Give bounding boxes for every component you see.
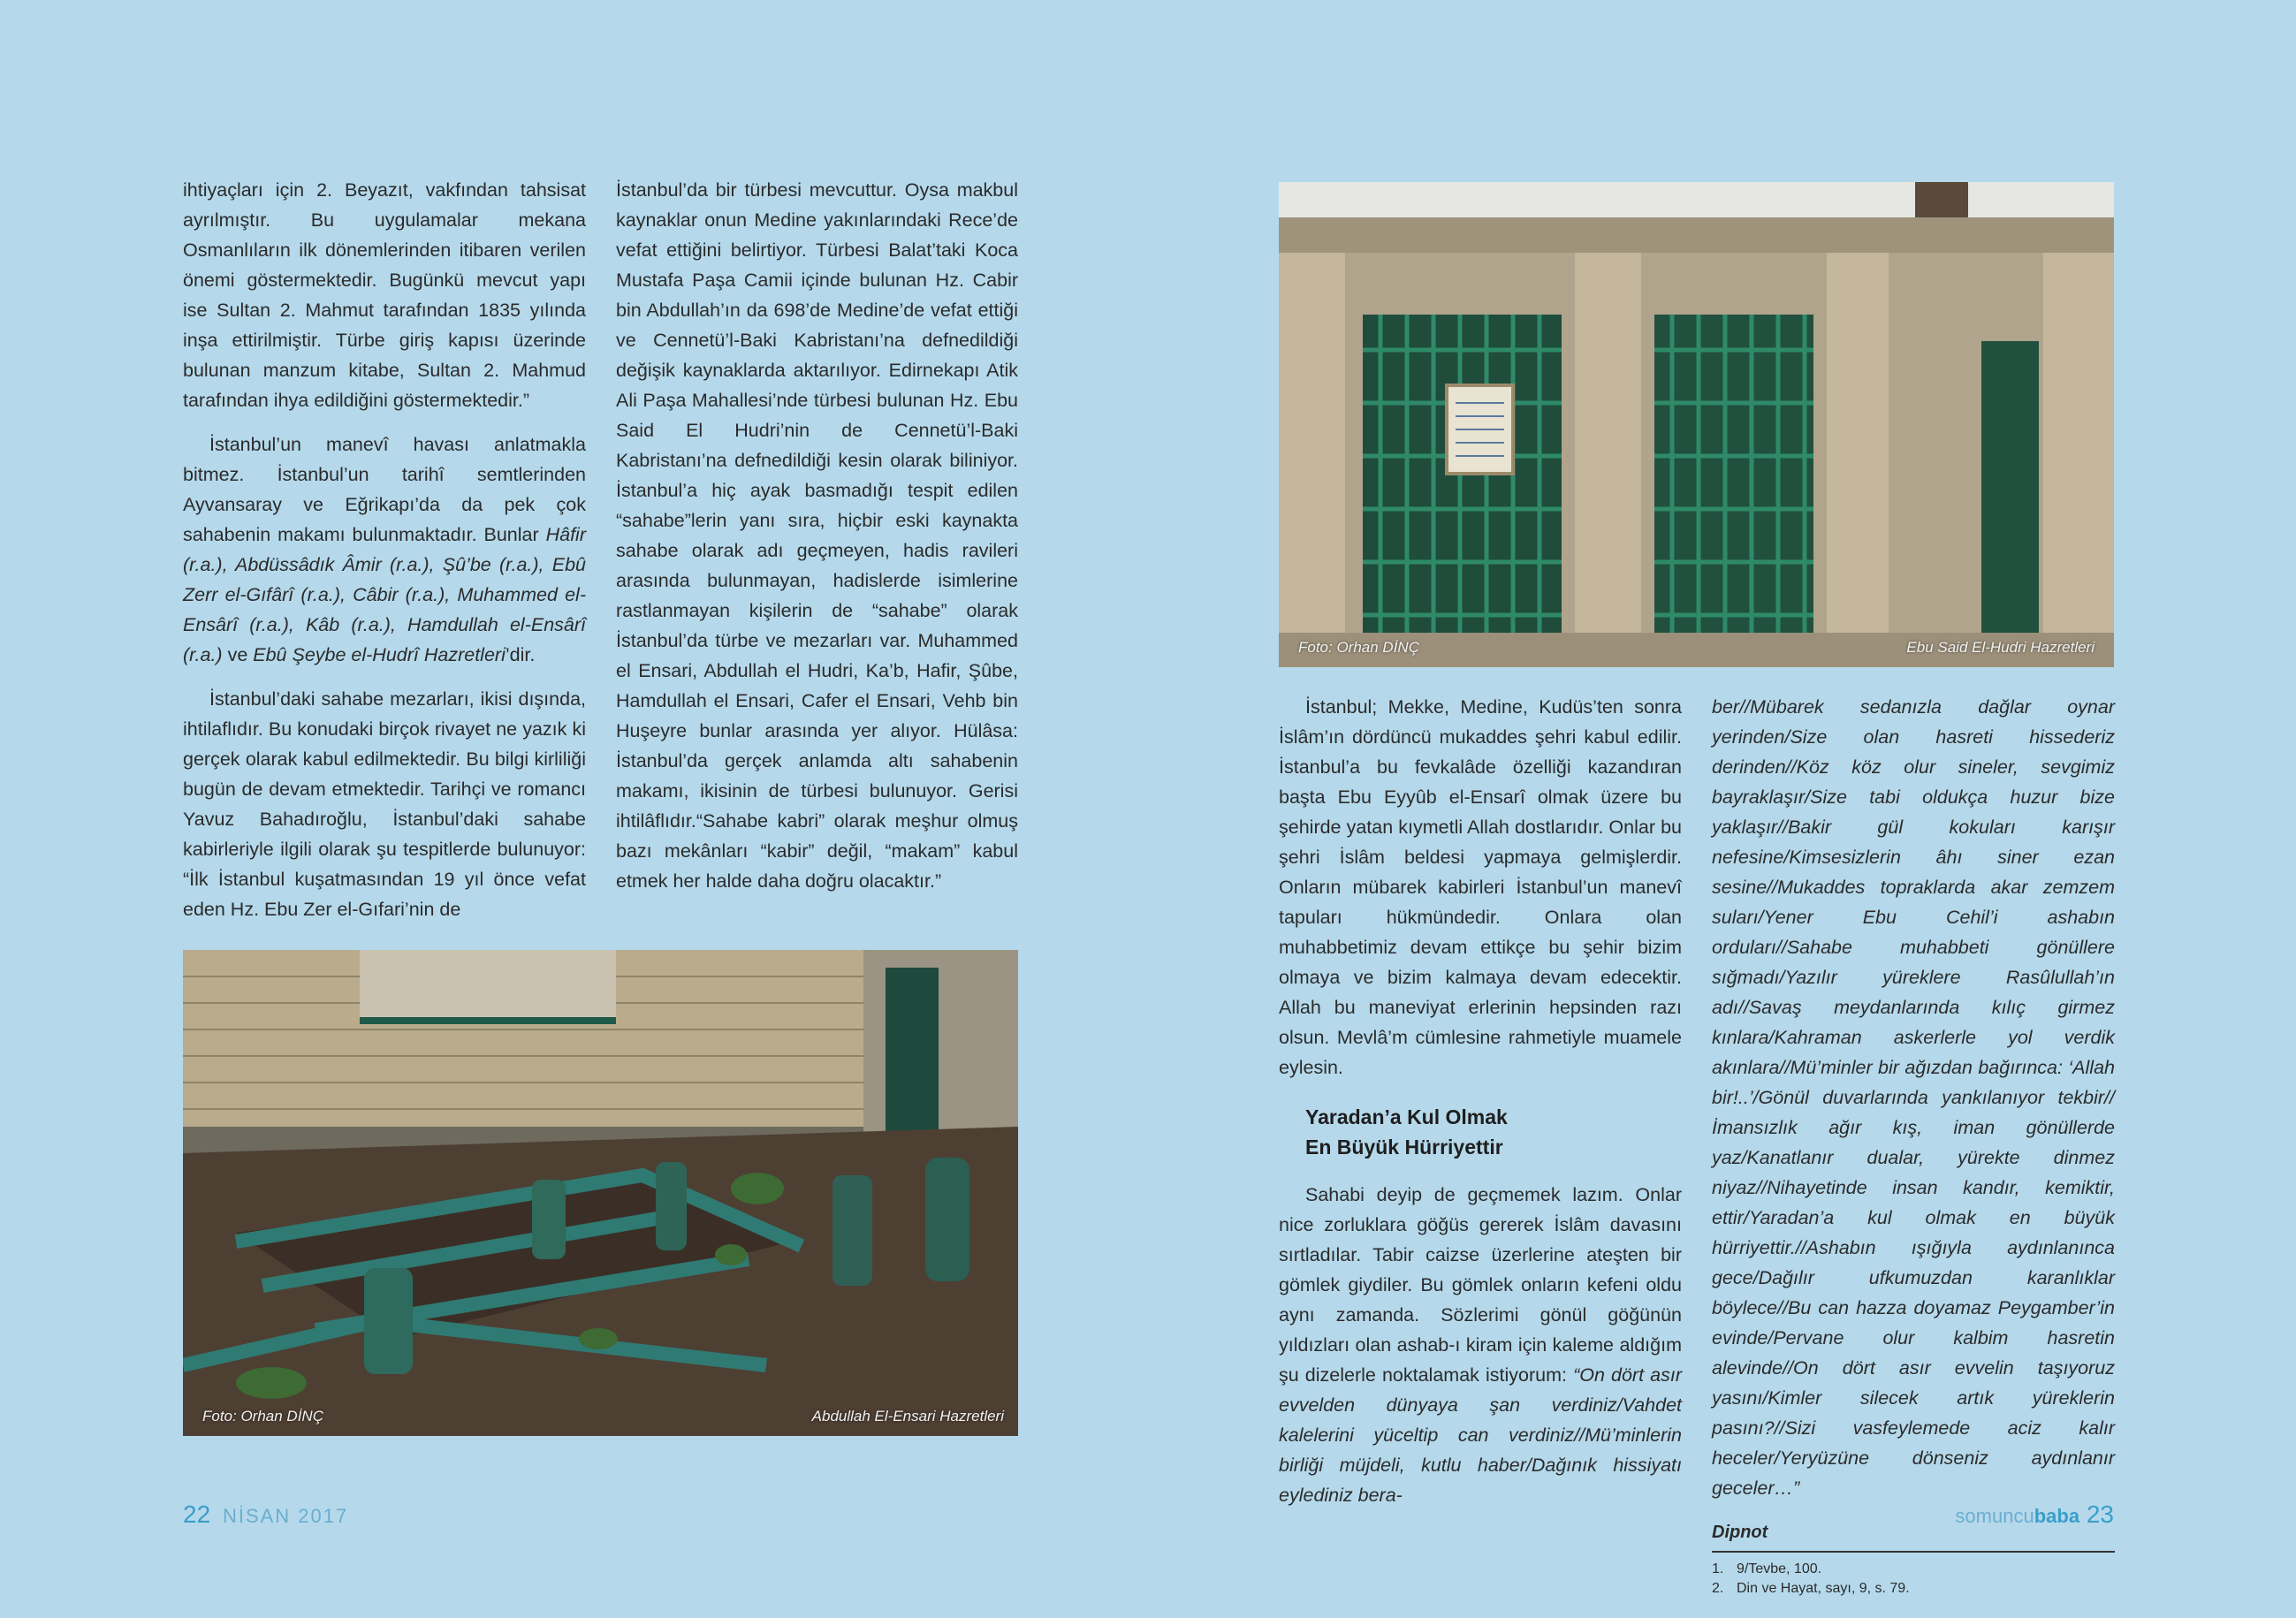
right-column-1 <box>1279 692 1682 1524</box>
footnotes-title: Dipnot <box>1712 1523 1768 1542</box>
page-number: 22 <box>183 1500 211 1528</box>
section-heading-line1: Yaradan’a Kul Olmak <box>1305 1105 1508 1128</box>
paragraph: İstanbul; Mekke, Medine, Kudüs’ten sonra İslâm’ın dördüncü mukaddes şehri kabul edilir. İstanbul’a bu fevkalâde özelliği kazandıran başta Ebu Eyyûb el-Ensarî olmak üzere bu şehirde yatan kıymetli Allah dostlarıdır. Onlar bu şehri İslâm beldesi yapmaya gelmişlerdir. Onların mübarek kabirleri İstanbul’un manevî tapuları hükmündedir. Onlara olan muhabbetimiz devam ettikçe bu şehir bizim olmaya ve bizim kalmaya devam edecektir. Allah bu maneviyat erlerinin hepsinden razı olsun. Mevlâ’m cümlesine rahmetiyle muamele eylesin. <box>1279 696 1682 1078</box>
right-page-folio <box>1955 1500 2114 1529</box>
paragraph: ihtiyaçları için 2. Beyazıt, vakfından tahsisat ayrılmıştır. Bu uygulamalar mekana Osmanlıların ilk dönemlerinden itibaren verilen önemi göstermektedir. Bugünkü mevcut yapı ise Sultan 2. Mahmut tarafından 1835 yılında inşa ettirilmiştir. Türbe giriş kapısı üzerinde bulunan manzum kitabe, Sultan 2. Mahmud tarafından ihya edildiğini göstermektedir.” <box>183 179 586 411</box>
footnote-item: 2. Din ve Hayat, sayı, 9, s. 79. <box>1712 1581 1910 1596</box>
photo-turbe-image <box>1279 182 2114 667</box>
paragraph: İstanbul’daki sahabe mezarları, ikisi dışında, ihtilaflıdır. Bu konudaki birçok rivayet ne yazık ki gerçek olarak kabul edilmektedir. Bu bilgi kirliliği bugün de devam etmektedir. Tarihçi ve romancı Yavuz Bahadıroğlu, İstanbul’daki sahabe kabirleriyle ilgili olarak şu tespitlerde bulunuyor: “İlk İstanbul kuşatmasından 19 yıl önce vefat eden Hz. Ebu Zer el-Gıfari’nin de <box>183 688 586 920</box>
photo-credit: Foto: Orhan DİNÇ <box>202 1408 323 1424</box>
footnotes-divider <box>1712 1551 2115 1553</box>
left-column-1 <box>183 175 586 938</box>
left-page-folio <box>183 1500 348 1529</box>
paragraph: İstanbul’un manevî havası anlatmakla bitmez. İstanbul’un tarihî semtlerinden Ayvansaray ve Eğrikapı’da da pek çok sahabenin makamı bulunmaktadır. Bunlar Hâfir (r.a.), Abdüssâdık Âmir (r.a.), Şû’be (r.a.), Ebû Zerr el-Gıfârî (r.a.), Câbir (r.a.), Muhammed el-Ensârî (r.a.), Kâb (r.a.), Hamdullah el-Ensârî (r.a.) ve Ebû Şeybe el-Hudrî Hazretleri’dir. <box>183 434 586 665</box>
photo-credit: Foto: Orhan DİNÇ <box>1298 639 1419 656</box>
paragraph: Sahabi deyip de geçmemek lazım. Onlar nice zorluklara göğüs gererek İslâm davasını sırtladılar. Tabir caizse üzerlerine ateşten bir gömlek giydiler. Bu gömlek onların kefeni oldu aynı zamanda. Sözlerimi gönül göğünün yıldızları olan ashab-ı kiram için kaleme aldığım şu dizelerle noktalamak istiyorum: “On dört asır evvelden dünyaya şan verdiniz/Vahdet kalelerini yüceltip can verdiniz//Mü’minlerin birliği müjdeli, kutlu haber/Dağınık hissiyatı eylediniz bera- <box>1279 1184 1682 1506</box>
section-heading-line2: En Büyük Hürriyettir <box>1305 1136 1503 1158</box>
footnote-item: 1. 9/Tevbe, 100. <box>1712 1561 1822 1576</box>
photo-caption: Ebu Said El-Hudri Hazretleri <box>1906 639 2095 656</box>
issue-date: NİSAN 2017 <box>222 1505 349 1527</box>
left-column-2 <box>616 175 1018 910</box>
photo-ebu-said-el-hudri-turbe <box>1279 182 2114 667</box>
right-column-2 <box>1712 692 2115 1599</box>
page-number: 23 <box>2086 1500 2114 1528</box>
poem-continuation: ber//Mübarek sedanızla dağlar oynar yerinden/Size olan hasreti hissederiz derinden//Köz köz olur sineler, sevgimiz bayraklaşır/Size tabi oldukça huzur bize yaklaşır//Bakir gül kokuları karışır nefesine/Kimsesizlerin âhı siner ezan sesine//Mukaddes topraklarda akar zemzem suları/Yener Ebu Cehil’i ashabın orduları//Sahabe muhabbeti gönüllere sığmadı/Yazılır yüreklere Rasûlullah’ın adı//Savaş meydanlarında kılıç girmez kınlara/Kahraman askerlerle yol verdik akınlara//Mü’minler bir ağızdan bağırınca: ‘Allah bir!..’/Gönül duvarlarında yankılanıyor tekbir//İmansızlık ağır kış, iman gönüllerde yaz/Kanatlanır dualar, yürekte dinmez niyaz//Nihayetinde insan kandır, kemiktir, ettir/Yaradan’a kul olmak en büyük hürriyettir.//Ashabın ışığıyla aydınlanınca gece/Dağılır ufkumuzdan karanlıklar böylece//Bu can hazza doyamaz Peygamber’in evinde/Pervane olur kalbim hasretin alevinde//On dört asır evvelin taşıyoruz yasını/Kimler silecek artık yüreklerin pasını?//Sizi vasfeylemede aciz kalır heceler/Yeryüzüne dönseniz aydınlanır geceler…” <box>1712 696 2115 1499</box>
photo-abdullah-el-ensari-graves <box>183 950 1018 1436</box>
photo-caption: Abdullah El-Ensari Hazretleri <box>811 1408 1004 1424</box>
paragraph: İstanbul’da bir türbesi mevcuttur. Oysa makbul kaynaklar onun Medine yakınlarındaki Rece’de vefat ettiğini belirtiyor. Türbesi Balat’taki Koca Mustafa Paşa Camii içinde bulunan Hz. Cabir bin Abdullah’ın da 698’de Medine’de vefat ettiği ve Cennetü’l-Baki Kabristanı’na defnedildiği değişik kaynaklarda aktarılıyor. Edirnekapı Atik Ali Paşa Mahallesi’nde türbesi bulunan Hz. Ebu Said El Hudri’nin de Cennetü’l-Baki Kabristanı’na defnedildiği kesin olarak biliniyor. İstanbul’a hiç ayak basmadığı tespit edilen “sahabe”lerin yanı sıra, hiçbir eski kaynakta sahabe olarak adı geçmeyen, hadis ravileri arasında bulunmayan, hadislerde isimlerine rastlanmayan kişilerin de “sahabe” olarak İstanbul’da türbe ve mezarları var. Muhammed el Ensari, Abdullah el Hudri, Ka’b, Hafir, Şûbe, Hamdullah el Ensari, Cafer el Ensari, Vehb bin Huşeyre bunlar arasında yer alıyor. Hülâsa: İstanbul’da gerçek anlamda altı sahabenin makamı, ikisinin de türbesi bulunuyor. Gerisi ihtilâflıdır.“Sahabe kabri” olarak meşhur olmuş bazı mekânları “kabir” değil, “makam” kabul etmek her halde daha doğru olacaktır.” <box>616 179 1018 892</box>
photo-graves-image <box>183 950 1018 1436</box>
section-heading <box>1305 1102 1682 1162</box>
magazine-logo: somuncubaba <box>1955 1505 2080 1527</box>
